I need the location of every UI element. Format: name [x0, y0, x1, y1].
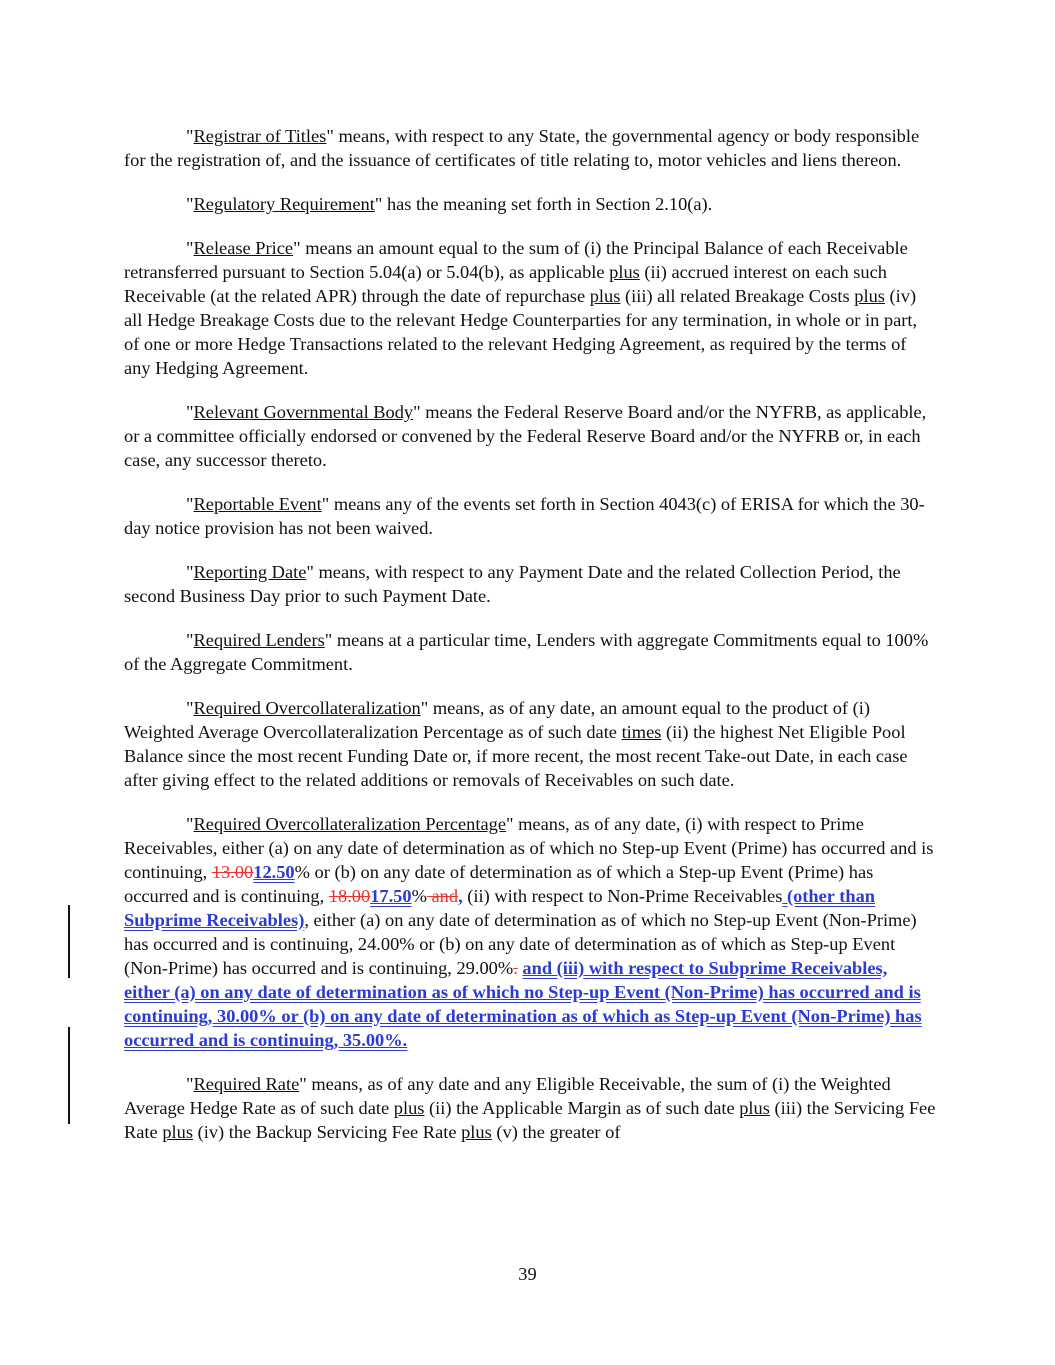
defined-term: Release Price [193, 238, 294, 258]
defined-term: Reporting Date [193, 562, 307, 582]
deleted-text: 13.00 [211, 862, 254, 882]
inserted-text: , [458, 886, 463, 906]
definition-reportable-event: "Reportable Event" means any of the events set forth in Section 4043(c) of ERISA for which the 30-day notice provision has not been waived. [124, 494, 925, 538]
defined-term: Required Lenders [193, 630, 325, 650]
change-bar [68, 905, 70, 978]
definition-required-lenders: "Required Lenders" means at a particular time, Lenders with aggregate Commitments equal to 100% of the Aggregate Commitment. [124, 630, 929, 674]
definition-release-price: "Release Price" means an amount equal to the sum of (i) the Principal Balance of each Receivable retransferred pursuant to Section 5.04(a) or 5.04(b), as applicable plus (ii) accrued interest on each such Receivable (at the related APR) through the date of repurchase plus (iii) all related Breakage Costs plus (iv) all Hedge Breakage Costs due to the relevant Hedge Counterparties for any termination, in whole or in part, of one or more Hedge Transactions related to the relevant Hedging Agreement, as required by the terms of any Hedging Agreement. [124, 238, 918, 378]
defined-term: Registrar of Titles [193, 126, 327, 146]
definition-required-rate: "Required Rate" means, as of any date and any Eligible Receivable, the sum of (i) the Weighted Average Hedge Rate as of such date plus (ii) the Applicable Margin as of such date plus (iii) the Servicing Fee Rate plus (iv) the Backup Servicing Fee Rate plus (v) the greater of [124, 1074, 936, 1142]
definition-reporting-date: "Reporting Date" means, with respect to any Payment Date and the related Collection Period, the second Business Day prior to such Payment Date. [124, 562, 901, 606]
defined-term: Required Rate [193, 1074, 300, 1094]
defined-term: Relevant Governmental Body [193, 402, 414, 422]
defined-term: Regulatory Requirement [193, 194, 375, 214]
document-page [124, 124, 936, 1164]
deleted-text: and [426, 886, 459, 906]
deleted-text: . [513, 958, 518, 978]
defined-term: Required Overcollateralization Percentage [193, 814, 507, 834]
definition-required-overcollateralization-percentage: "Required Overcollateralization Percentage" means, as of any date, (i) with respect to Prime Receivables, either (a) on any date of determination as of which no Step-up Event (Prime) has occurred and is continuing, 13.0012.50% or (b) on any date of determination as of which a Step-up Event (Prime) has occurred and is continuing, 18.0017.50% and, (ii) with respect to Non-Prime Receivables (other than Subprime Receivables), either (a) on any date of determination as of which no Step-up Event (Non-Prime) has occurred and is continuing, 24.00% or (b) on any date of determination as of which as Step-up Event (Non-Prime) has occurred and is continuing, 29.00%. and (iii) with respect to Subprime Receivables, either (a) on any date of determination as of which no Step-up Event (Non-Prime) has occurred and is continuing, 30.00% or (b) on any date of determination as of which as Step-up Event (Non-Prime) has occurred and is continuing, 35.00%. [124, 814, 934, 1050]
page-number: 39 [518, 1264, 537, 1284]
inserted-text: and (iii) with respect to Subprime Receivables, either (a) on any date of determination as of which no Step-up Event (Non-Prime) has occurred and is continuing, 30.00% or (b) on any date of determination as of which as Step-up Event (Non-Prime) has occurred and is continuing, 35.00%. [124, 958, 922, 1050]
inserted-text: 17.50 [370, 886, 412, 906]
definition-required-overcollateralization: "Required Overcollateralization" means, as of any date, an amount equal to the product of (i) Weighted Average Overcollateralization Percentage as of such date times (ii) the highest Net Eligible Pool Balance since the most recent Funding Date or, if more recent, the most recent Take-out Date, in each case after giving effect to the related additions or removals of Receivables on such date. [124, 698, 908, 790]
change-bar [68, 1027, 70, 1124]
definition-relevant-governmental-body: "Relevant Governmental Body" means the Federal Reserve Board and/or the NYFRB, as applicable, or a committee officially endorsed or convened by the Federal Reserve Board and/or the NYFRB or, in each case, any successor thereto. [124, 402, 927, 470]
inserted-text: 12.50 [253, 862, 295, 882]
defined-term: Reportable Event [193, 494, 322, 514]
defined-term: Required Overcollateralization [193, 698, 421, 718]
definition-regulatory-requirement: "Regulatory Requirement" has the meaning set forth in Section 2.10(a). [186, 194, 713, 214]
definition-registrar-of-titles: "Registrar of Titles" means, with respect to any State, the governmental agency or body responsible for the registration of, and the issuance of certificates of title relating to, motor vehicles and liens thereon. [124, 126, 920, 170]
inserted-text: (other than Subprime Receivables) [124, 886, 876, 930]
deleted-text: 18.00 [328, 886, 371, 906]
